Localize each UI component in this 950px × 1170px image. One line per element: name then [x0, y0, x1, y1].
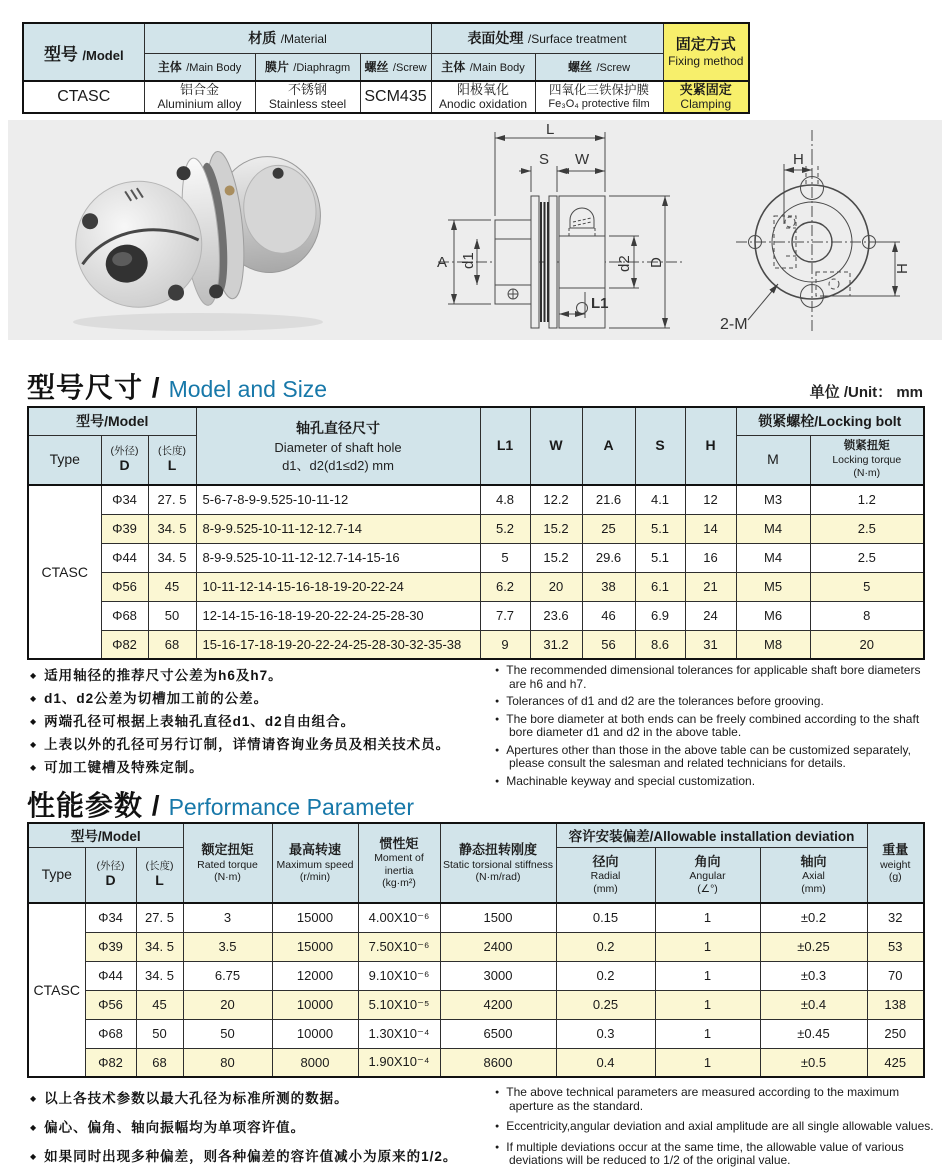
cell-l1: 7.7: [480, 601, 530, 630]
cell-angular: 1: [655, 903, 760, 932]
dim-label-H-top: H: [793, 151, 804, 168]
cell-w: 20: [530, 572, 582, 601]
note-item: ◆ 偏心、偏角、轴向振幅均为单项容许值。: [30, 1113, 485, 1142]
cell-inertia: 5.10X10⁻⁵: [358, 990, 440, 1019]
perf-header-d: (外径) D: [85, 847, 136, 903]
size-title-zh: 型号尺寸 /: [27, 372, 161, 403]
cell-d: Φ44: [85, 961, 136, 990]
cell-s: 5.1: [635, 543, 685, 572]
cell-h: 31: [685, 630, 736, 659]
cell-max-speed: 10000: [272, 1019, 358, 1048]
note-item: ◆ 如果同时出现多种偏差，则各种偏差的容许值减小为原来的1/2。: [30, 1142, 485, 1170]
spec-subheader-screw-2: 螺丝 /Screw: [535, 53, 663, 81]
size-notes: [30, 664, 940, 792]
spec-header-model: 型号 /Model: [23, 23, 144, 81]
note-item: ◆ 两端孔径可根据上表轴孔直径d1、d2自由组合。: [30, 710, 485, 733]
note-item: ● Eccentricity,angular deviation and axial amplitude are all single allowable values.: [495, 1120, 940, 1134]
dim-label-S: S: [539, 151, 550, 168]
note-item: ◆ 以上各技术参数以最大孔径为标准所测的数据。: [30, 1084, 485, 1113]
cell-d: Φ68: [85, 1019, 136, 1048]
cell-bores: 8-9-9.525-10-11-12-12.7-14: [196, 514, 480, 543]
cell-fixing: 夹紧固定 Clamping: [663, 81, 749, 113]
spec-subheader-diaphragm: 膜片 /Diaphragm: [255, 53, 360, 81]
cell-w: 23.6: [530, 601, 582, 630]
perf-header-radial: 径向 Radial (mm): [556, 847, 655, 903]
note-item: ◆ d1、d2公差为切槽加工前的公差。: [30, 687, 485, 710]
size-notes-en: [495, 664, 940, 792]
cell-l1: 4.8: [480, 485, 530, 514]
size-row-34: [28, 485, 924, 514]
cell-weight: 32: [867, 903, 924, 932]
size-section-title: [27, 366, 923, 406]
perf-header-angular: 角向 Angular (∠°): [655, 847, 760, 903]
cell-rated-torque: 80: [183, 1048, 272, 1077]
spec-table: [22, 22, 750, 114]
note-item: ● The above technical parameters are measured according to the maximum aperture as the standard.: [495, 1086, 940, 1113]
cell-angular: 1: [655, 961, 760, 990]
dim-label-d1: d1: [460, 252, 477, 269]
perf-row-68: [28, 1019, 924, 1048]
note-item: ◆ 可加工键槽及特殊定制。: [30, 756, 485, 779]
spec-subheader-main-body-2: 主体 /Main Body: [431, 53, 535, 81]
cell-w: 15.2: [530, 543, 582, 572]
size-row-68: [28, 601, 924, 630]
size-row-82: [28, 630, 924, 659]
cell-d: Φ34: [85, 903, 136, 932]
perf-row-34: [28, 903, 924, 932]
cell-stiffness: 2400: [440, 932, 556, 961]
size-header-w: W: [530, 407, 582, 485]
cell-axial: ±0.45: [760, 1019, 867, 1048]
cell-max-speed: 8000: [272, 1048, 358, 1077]
cell-s: 8.6: [635, 630, 685, 659]
spec-data-row: [23, 81, 749, 113]
cell-max-speed: 15000: [272, 932, 358, 961]
cell-h: 12: [685, 485, 736, 514]
cell-l: 50: [148, 601, 196, 630]
cell-m: M8: [736, 630, 810, 659]
cell-weight: 138: [867, 990, 924, 1019]
size-header-torque: 锁紧扭矩 Locking torque (N·m): [810, 435, 924, 485]
cell-torque: 2.5: [810, 543, 924, 572]
cell-inertia: 1.90X10⁻⁴: [358, 1048, 440, 1077]
cell-radial: 0.4: [556, 1048, 655, 1077]
perf-header-stiffness: 静态扭转刚度 Static torsional stiffness (N·m/rad): [440, 823, 556, 903]
cell-axial: ±0.3: [760, 961, 867, 990]
perf-header-axial: 轴向 Axial (mm): [760, 847, 867, 903]
perf-header-rated: 额定扭矩 Rated torque (N·m): [183, 823, 272, 903]
cell-angular: 1: [655, 932, 760, 961]
perf-notes-zh: [30, 1084, 485, 1170]
cell-l: 68: [148, 630, 196, 659]
note-item: ● Apertures other than those in the above table can be customized separately, please consult the salesman and related technicians for details.: [495, 744, 940, 771]
cell-angular: 1: [655, 990, 760, 1019]
note-item: ● Machinable keyway and special customization.: [495, 775, 940, 789]
cell-h: 21: [685, 572, 736, 601]
perf-header-inertia: 惯性矩 Moment of inertia (kg·m²): [358, 823, 440, 903]
cell-s: 6.1: [635, 572, 685, 601]
cell-a: 46: [582, 601, 635, 630]
size-header-h: H: [685, 407, 736, 485]
cell-axial: ±0.4: [760, 990, 867, 1019]
size-header-s: S: [635, 407, 685, 485]
note-item: ● The recommended dimensional tolerances for applicable shaft bore diameters are h6 and h7.: [495, 664, 940, 691]
dim-label-A: A: [437, 254, 448, 271]
cell-l: 34. 5: [148, 514, 196, 543]
cell-inertia: 7.50X10⁻⁶: [358, 932, 440, 961]
size-header-type: Type: [28, 435, 101, 485]
cell-l1: 5: [480, 543, 530, 572]
cell-d: Φ56: [101, 572, 148, 601]
cell-l: 45: [148, 572, 196, 601]
cell-l: 27. 5: [148, 485, 196, 514]
cell-d: Φ68: [101, 601, 148, 630]
cell-torque: 20: [810, 630, 924, 659]
side-view-drawing: [423, 122, 698, 338]
cell-h: 16: [685, 543, 736, 572]
cell-l: 34. 5: [136, 961, 183, 990]
cell-radial: 0.15: [556, 903, 655, 932]
perf-row-56: [28, 990, 924, 1019]
note-item: ● If multiple deviations occur at the same time, the allowable value of various deviations will be reduced to 1/2 of the original value.: [495, 1141, 940, 1168]
cell-max-speed: 12000: [272, 961, 358, 990]
cell-weight: 425: [867, 1048, 924, 1077]
perf-header-l: (长度) L: [136, 847, 183, 903]
cell-l: 27. 5: [136, 903, 183, 932]
cell-m: M4: [736, 543, 810, 572]
cell-l: 45: [136, 990, 183, 1019]
cell-torque: 5: [810, 572, 924, 601]
cell-d: Φ34: [101, 485, 148, 514]
cell-diaphragm: 不锈钢 Stainless steel: [255, 81, 360, 113]
cell-l1: 5.2: [480, 514, 530, 543]
cell-angular: 1: [655, 1048, 760, 1077]
cell-bores: 10-11-12-14-15-16-18-19-20-22-24: [196, 572, 480, 601]
size-header-m: M: [736, 435, 810, 485]
perf-header-weight: 重量 weight (g): [867, 823, 924, 903]
perf-row-44: [28, 961, 924, 990]
cell-m: M5: [736, 572, 810, 601]
perf-title-en: Performance Parameter: [168, 794, 414, 820]
cell-d: Φ82: [101, 630, 148, 659]
spec-subheader-screw-1: 螺丝 /Screw: [360, 53, 431, 81]
cell-l: 34. 5: [148, 543, 196, 572]
cell-bores: 8-9-9.525-10-11-12-12.7-14-15-16: [196, 543, 480, 572]
performance-table: [27, 822, 925, 1078]
cell-radial: 0.3: [556, 1019, 655, 1048]
note-item: ● The bore diameter at both ends can be freely combined according to the shaft bore diameter d1 and d2 in the above table.: [495, 713, 940, 740]
cell-torque: 2.5: [810, 514, 924, 543]
cell-stiffness: 8600: [440, 1048, 556, 1077]
perf-header-deviation-group: 容许安装偏差/Allowable installation deviation: [556, 823, 867, 847]
size-header-model-group: 型号/Model: [28, 407, 196, 435]
product-photo: [38, 124, 368, 336]
cell-a: 21.6: [582, 485, 635, 514]
cell-bores: 12-14-15-16-18-19-20-22-24-25-28-30: [196, 601, 480, 630]
perf-title-zh: 性能参数 /: [27, 790, 161, 821]
cell-l: 34. 5: [136, 932, 183, 961]
cell-a: 25: [582, 514, 635, 543]
size-row-44: [28, 543, 924, 572]
cell-rated-torque: 50: [183, 1019, 272, 1048]
cell-d: Φ39: [101, 514, 148, 543]
cell-torque: 8: [810, 601, 924, 630]
cell-type: CTASC: [28, 903, 85, 1077]
cell-weight: 53: [867, 932, 924, 961]
cell-torque: 1.2: [810, 485, 924, 514]
cell-rated-torque: 3: [183, 903, 272, 932]
cell-inertia: 4.00X10⁻⁶: [358, 903, 440, 932]
cell-h: 14: [685, 514, 736, 543]
perf-row-39: [28, 932, 924, 961]
perf-notes-en: [495, 1086, 940, 1170]
dim-label-L: L: [546, 122, 555, 138]
note-item: ◆ 上表以外的孔径可另行订制，详情请咨询业务员及相关技术员。: [30, 733, 485, 756]
cell-s: 6.9: [635, 601, 685, 630]
unit-label: 单位 /Unit： mm: [809, 384, 923, 401]
cell-weight: 250: [867, 1019, 924, 1048]
cell-a: 29.6: [582, 543, 635, 572]
dim-label-d2: d2: [616, 255, 633, 272]
cell-d: Φ82: [85, 1048, 136, 1077]
size-notes-zh: [30, 664, 485, 792]
size-header-d: (外径) D: [101, 435, 148, 485]
dim-label-W: W: [575, 151, 590, 168]
cell-radial: 0.2: [556, 961, 655, 990]
perf-header-model-group: 型号/Model: [28, 823, 183, 847]
cell-a: 38: [582, 572, 635, 601]
cell-weight: 70: [867, 961, 924, 990]
cell-angular: 1: [655, 1019, 760, 1048]
cell-stiffness: 3000: [440, 961, 556, 990]
cell-d: Φ56: [85, 990, 136, 1019]
cell-inertia: 1.30X10⁻⁴: [358, 1019, 440, 1048]
spec-header-material: 材质 /Material: [144, 23, 431, 53]
cell-axial: ±0.5: [760, 1048, 867, 1077]
spec-header-surface: 表面处理 /Surface treatment: [431, 23, 663, 53]
cell-bores: 15-16-17-18-19-20-22-24-25-28-30-32-35-38: [196, 630, 480, 659]
cell-rated-torque: 20: [183, 990, 272, 1019]
cell-stiffness: 4200: [440, 990, 556, 1019]
cell-max-speed: 15000: [272, 903, 358, 932]
cell-d: Φ44: [101, 543, 148, 572]
cell-type: CTASC: [28, 485, 101, 659]
spec-header-fixing: 固定方式 Fixing method: [663, 23, 749, 81]
bolt-count-label: 2-M: [720, 316, 748, 333]
perf-header-type: Type: [28, 847, 85, 903]
cell-max-speed: 10000: [272, 990, 358, 1019]
dim-label-H-right: H: [894, 263, 911, 274]
size-header-a: A: [582, 407, 635, 485]
perf-header-speed: 最高转速 Maximum speed (r/min): [272, 823, 358, 903]
cell-rated-torque: 6.75: [183, 961, 272, 990]
cell-w: 31.2: [530, 630, 582, 659]
cell-radial: 0.25: [556, 990, 655, 1019]
cell-inertia: 9.10X10⁻⁶: [358, 961, 440, 990]
cell-bores: 5-6-7-8-9-9.525-10-11-12: [196, 485, 480, 514]
cell-axial: ±0.2: [760, 903, 867, 932]
cell-model: CTASC: [23, 81, 144, 113]
cell-s: 5.1: [635, 514, 685, 543]
cell-w: 12.2: [530, 485, 582, 514]
size-header-l1: L1: [480, 407, 530, 485]
cell-l: 68: [136, 1048, 183, 1077]
cell-m: M6: [736, 601, 810, 630]
size-title-en: Model and Size: [168, 376, 328, 402]
cell-l1: 6.2: [480, 572, 530, 601]
cell-screw: SCM435: [360, 81, 431, 113]
perf-section-title: [27, 784, 923, 824]
cell-surface-main: 阳极氧化 Anodic oxidation: [431, 81, 535, 113]
cell-w: 15.2: [530, 514, 582, 543]
cell-main-body: 铝合金 Aluminium alloy: [144, 81, 255, 113]
note-item: ◆ 适用轴径的推荐尺寸公差为h6及h7。: [30, 664, 485, 687]
size-header-l: (长度) L: [148, 435, 196, 485]
size-row-39: [28, 514, 924, 543]
cell-radial: 0.2: [556, 932, 655, 961]
cell-d: Φ39: [85, 932, 136, 961]
cell-rated-torque: 3.5: [183, 932, 272, 961]
cell-axial: ±0.25: [760, 932, 867, 961]
spec-subheader-main-body-1: 主体 /Main Body: [144, 53, 255, 81]
front-view-drawing: [700, 124, 940, 336]
dim-label-D: D: [648, 257, 665, 268]
size-header-lock-group: 锁紧螺栓/Locking bolt: [736, 407, 924, 435]
cell-stiffness: 6500: [440, 1019, 556, 1048]
product-image-band: [8, 120, 942, 340]
perf-row-82: [28, 1048, 924, 1077]
cell-m: M3: [736, 485, 810, 514]
size-header-bore: 轴孔直径尺寸 Diameter of shaft hole d1、d2(d1≤d2) mm: [196, 407, 480, 485]
cell-stiffness: 1500: [440, 903, 556, 932]
size-table: [27, 406, 925, 660]
cell-a: 56: [582, 630, 635, 659]
perf-notes: [30, 1084, 940, 1170]
cell-l: 50: [136, 1019, 183, 1048]
cell-h: 24: [685, 601, 736, 630]
size-row-56: [28, 572, 924, 601]
cell-s: 4.1: [635, 485, 685, 514]
cell-m: M4: [736, 514, 810, 543]
note-item: ● Tolerances of d1 and d2 are the tolerances before grooving.: [495, 695, 940, 709]
cell-surface-screw: 四氧化三铁保护膜 Fe₃O₄ protective film: [535, 81, 663, 113]
cell-l1: 9: [480, 630, 530, 659]
dim-label-L1: L1: [591, 295, 609, 312]
